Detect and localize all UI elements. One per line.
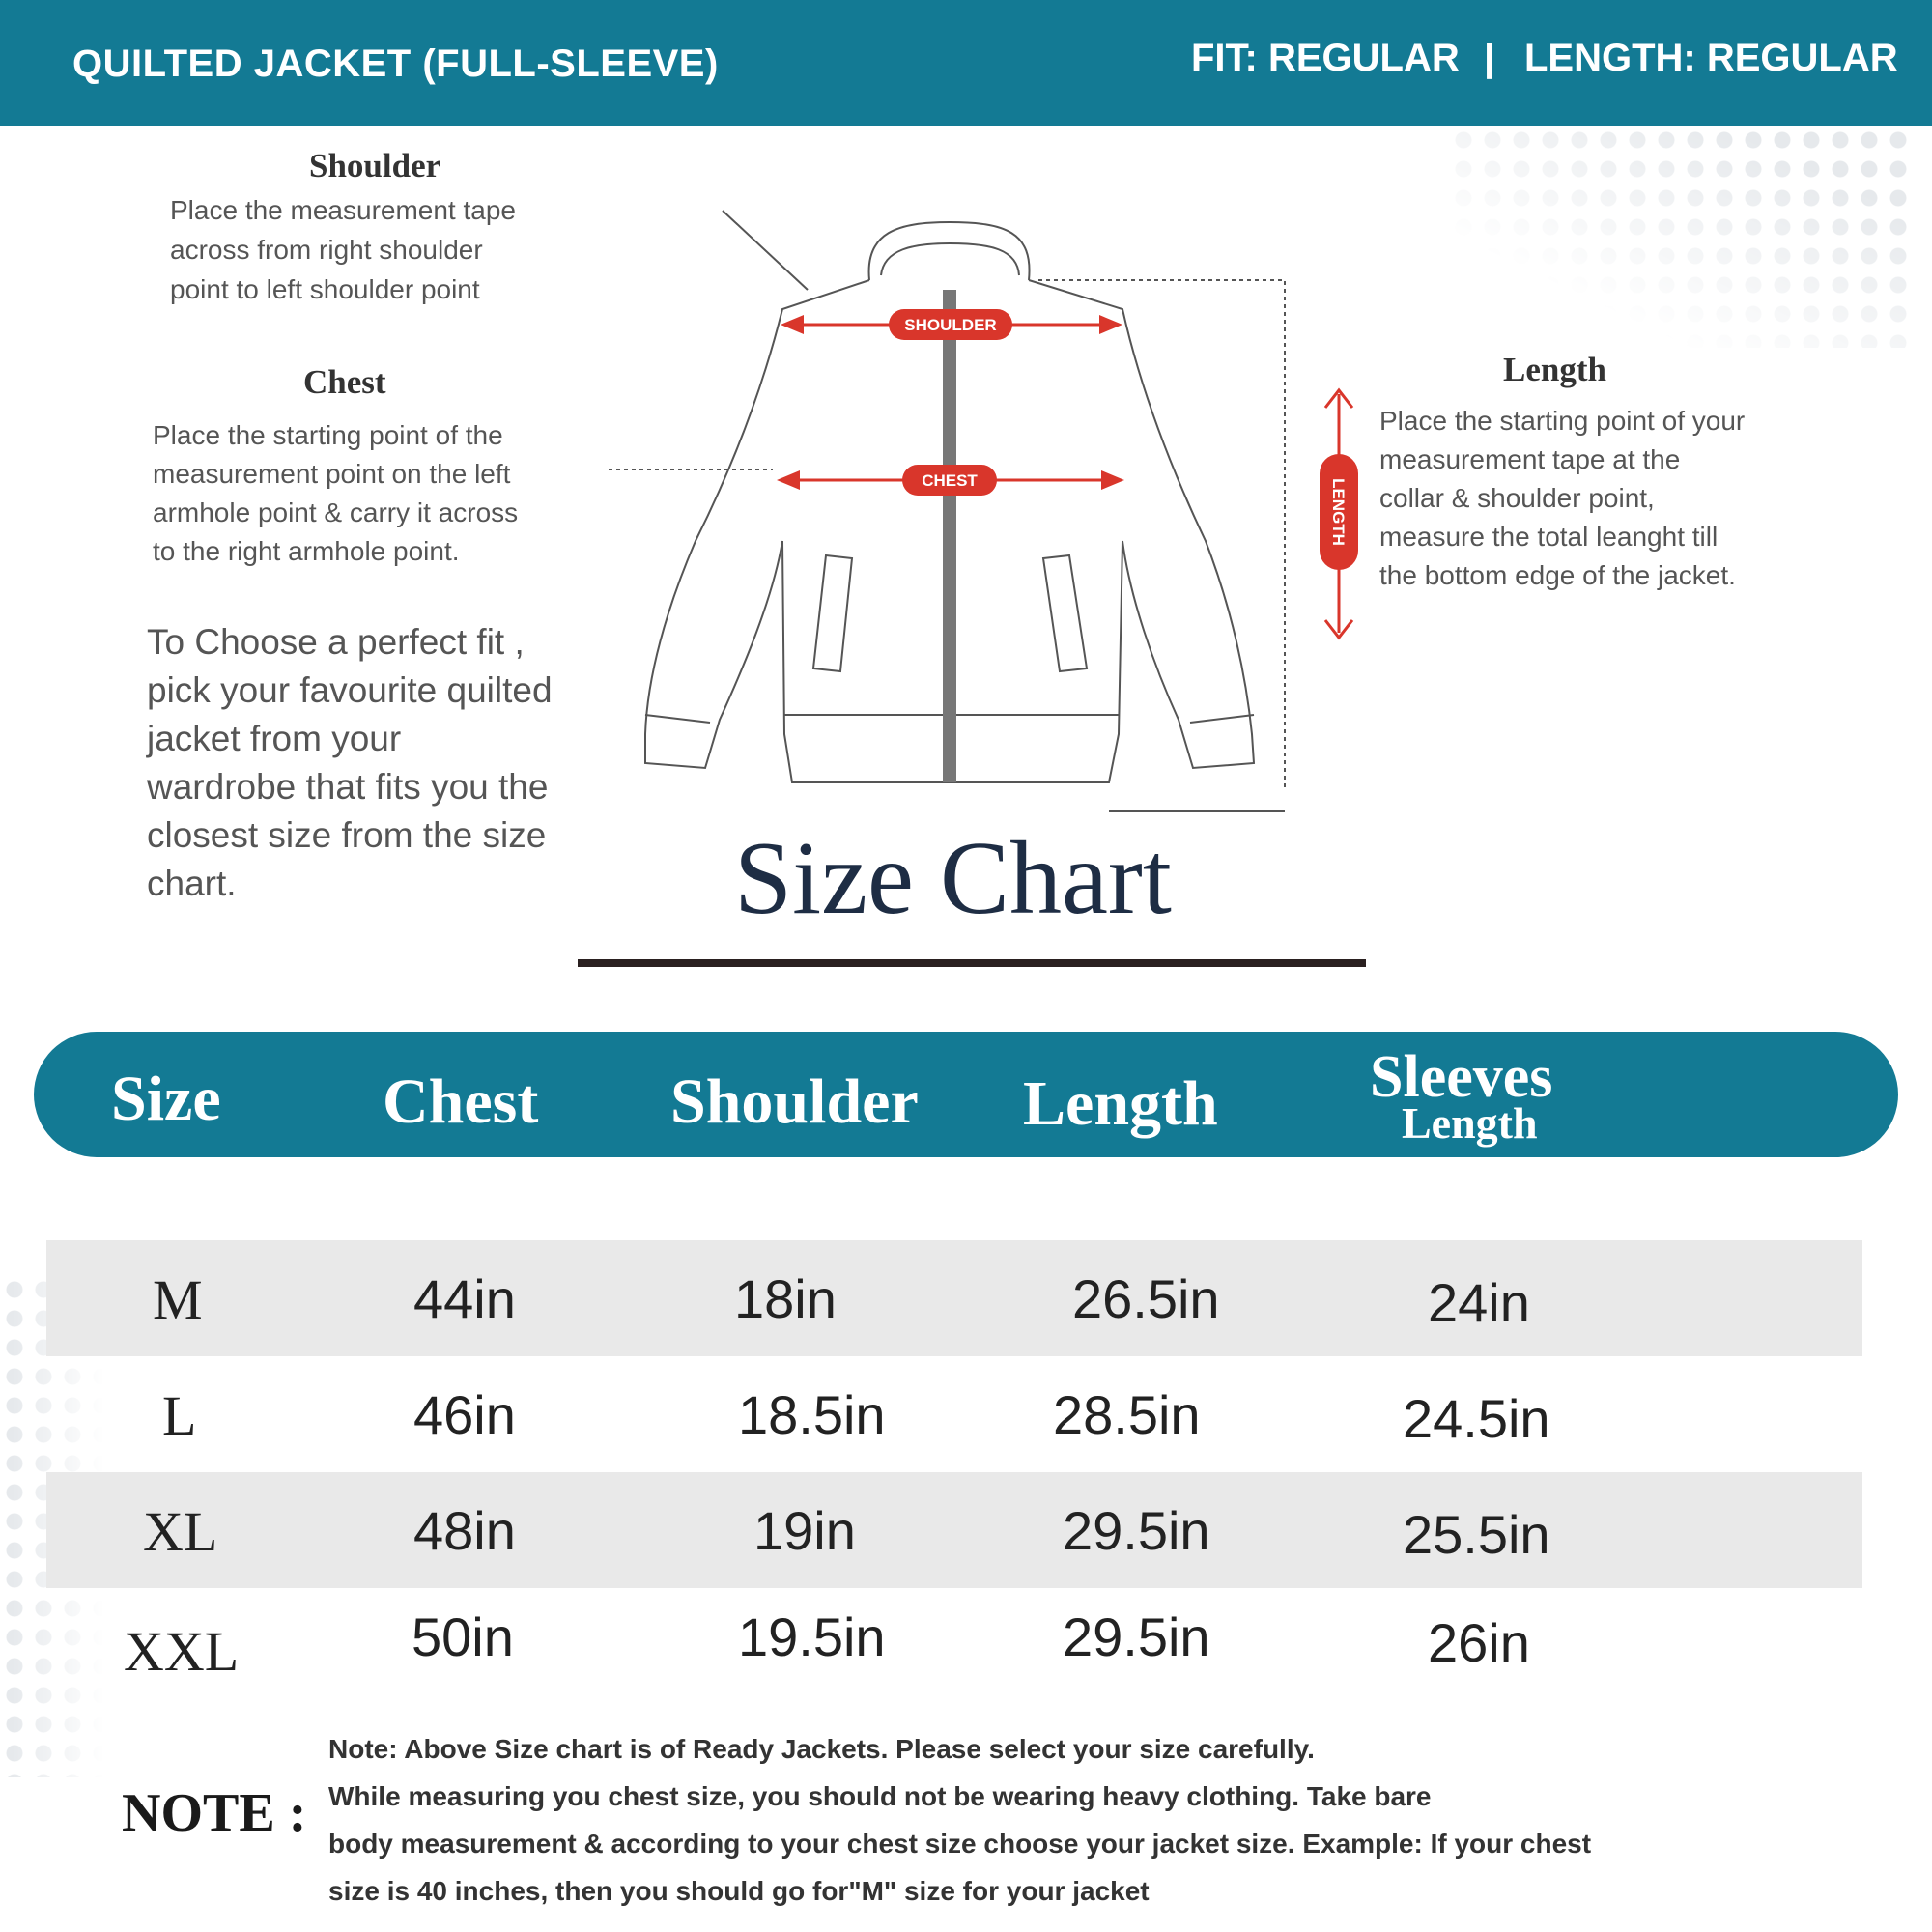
cell-chest: 46in <box>413 1384 516 1445</box>
instruction-line: measurement tape at the <box>1379 444 1681 474</box>
cuff-line-left <box>645 715 710 723</box>
tip-line: chart. <box>147 864 237 903</box>
cell-size: XXL <box>124 1620 240 1683</box>
chest-measure-arrow <box>777 465 1124 496</box>
cell-sleeves: 24.5in <box>1403 1388 1550 1449</box>
cell-size: M <box>153 1268 203 1331</box>
instruction-line: Place the measurement tape <box>170 195 516 225</box>
instruction-line: Place the starting point of the <box>153 420 503 450</box>
instruction-line: across from right shoulder <box>170 235 483 265</box>
shoulder-tag: SHOULDER <box>904 316 997 334</box>
note-text <box>328 1725 1591 1915</box>
instruction-line: collar & shoulder point, <box>1379 483 1655 513</box>
instruction-line: armhole point & carry it across <box>153 497 519 527</box>
cell-size: XL <box>143 1500 218 1563</box>
tip-line: wardrobe that fits you the <box>147 767 549 807</box>
title-underline <box>578 959 1366 967</box>
header-shoulder: Shoulder <box>670 1066 919 1137</box>
cell-length: 29.5in <box>1063 1500 1210 1561</box>
shoulder-measure-arrow <box>781 309 1122 340</box>
instruction-line: to the right armhole point. <box>153 536 460 566</box>
cell-size: L <box>162 1384 197 1447</box>
note-line: While measuring you chest size, you should not be wearing heavy clothing. Take bare <box>328 1781 1432 1811</box>
length-label: LENGTH: REGULAR <box>1524 37 1898 79</box>
note-line: size is 40 inches, then you should go for"M" size for your jacket <box>328 1876 1150 1906</box>
cell-chest: 50in <box>412 1606 514 1667</box>
shoulder-heading: Shoulder <box>309 147 441 185</box>
cell-sleeves: 26in <box>1428 1612 1530 1673</box>
cell-shoulder: 18in <box>734 1268 837 1329</box>
table-row <box>46 1588 1862 1704</box>
table-header <box>34 1032 1898 1157</box>
tip-line: jacket from your <box>147 719 402 758</box>
note-label: NOTE : <box>122 1783 307 1843</box>
cell-length: 29.5in <box>1063 1606 1210 1667</box>
header-separator: | <box>1484 37 1495 79</box>
cell-chest: 44in <box>413 1268 516 1329</box>
fit-label: FIT: REGULAR <box>1191 37 1460 79</box>
cell-chest: 48in <box>413 1500 516 1561</box>
cell-length: 28.5in <box>1053 1384 1201 1445</box>
tip-line: To Choose a perfect fit , <box>147 622 525 662</box>
instruction-line: point to left shoulder point <box>170 274 480 304</box>
table-row <box>46 1240 1862 1356</box>
cell-shoulder: 18.5in <box>738 1384 886 1445</box>
shoulder-leader-line <box>723 211 808 290</box>
chest-tag: CHEST <box>922 471 978 490</box>
length-measure-arrow <box>1320 390 1358 638</box>
cell-sleeves: 24in <box>1428 1272 1530 1333</box>
length-guide-line <box>1038 280 1285 787</box>
cuff-line-right <box>1190 715 1254 723</box>
chest-heading: Chest <box>303 363 386 401</box>
note-line: body measurement & according to your chest size choose your jacket size. Example: If your chest <box>328 1829 1592 1859</box>
product-title: QUILTED JACKET (FULL-SLEEVE) <box>72 43 719 85</box>
right-pocket <box>1043 555 1087 671</box>
tip-line: closest size from the size <box>147 815 547 855</box>
header-length: Length <box>1023 1068 1218 1139</box>
left-pocket <box>813 555 852 671</box>
length-tag: LENGTH <box>1329 478 1348 546</box>
instruction-line: the bottom edge of the jacket. <box>1379 560 1736 590</box>
header-sleeves: Sleeves <box>1370 1044 1553 1110</box>
instruction-line: Place the starting point of your <box>1379 406 1746 436</box>
collar-inner <box>881 243 1019 275</box>
cell-shoulder: 19in <box>753 1500 856 1561</box>
chart-title-text: Size Chart <box>734 821 1172 936</box>
note-line: Note: Above Size chart is of Ready Jackets. Please select your size carefully. <box>328 1734 1315 1764</box>
cell-length: 26.5in <box>1072 1268 1220 1329</box>
table-row <box>46 1356 1862 1472</box>
header-sleeves-length: Length <box>1402 1098 1538 1148</box>
header-size: Size <box>111 1064 221 1134</box>
header-chest: Chest <box>383 1066 539 1137</box>
cell-sleeves: 25.5in <box>1403 1504 1550 1565</box>
tip-line: pick your favourite quilted <box>147 670 553 710</box>
cell-shoulder: 19.5in <box>738 1606 886 1667</box>
instruction-line: measure the total leanght till <box>1379 522 1719 552</box>
length-heading: Length <box>1503 351 1606 388</box>
jacket-collar <box>869 222 1030 280</box>
table-row <box>46 1472 1862 1588</box>
instruction-line: measurement point on the left <box>153 459 511 489</box>
